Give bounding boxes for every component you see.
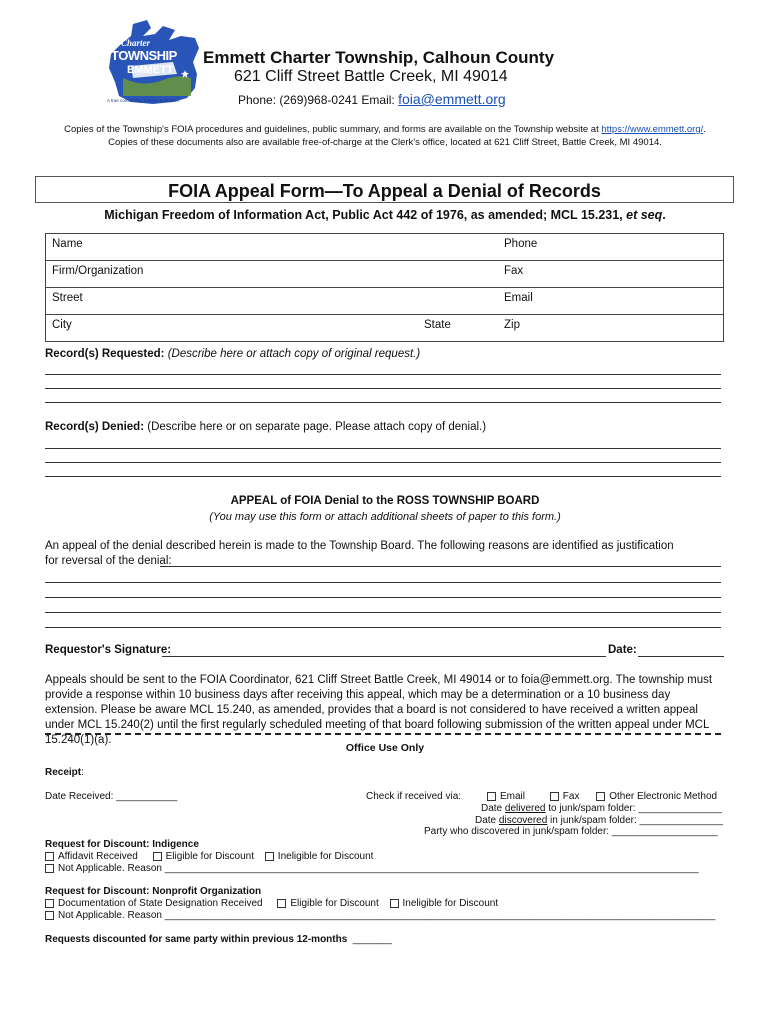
form-subtitle	[40, 208, 730, 222]
reason-line-3[interactable]	[45, 612, 721, 613]
discovered-post: in junk/spam folder: _______________	[547, 815, 723, 826]
reason-line-1[interactable]	[45, 582, 721, 583]
discovered-pre: Date	[475, 815, 499, 826]
na-label-2: Not Applicable. Reason ___________________________________________________________________________________________________	[58, 910, 716, 921]
documentation-checkbox[interactable]	[45, 899, 54, 908]
denied-hint: (Describe here or on separate page. Please attach copy of denial.)	[144, 421, 487, 433]
discounted-blank[interactable]: _______	[352, 934, 392, 945]
receipt-text: Receipt	[45, 767, 82, 778]
zip-field[interactable]: Zip	[498, 315, 724, 342]
email-link[interactable]: foia@emmett.org	[398, 91, 506, 107]
affidavit-checkbox[interactable]	[45, 852, 54, 861]
requested-line-2[interactable]	[45, 388, 721, 389]
indigence-title: Request for Discount: Indigence	[45, 839, 199, 850]
logo-text-top: Charter	[121, 38, 151, 48]
np-eligible-label: Eligible for Discount	[290, 898, 379, 909]
township-logo	[103, 18, 201, 110]
date-delivered-line	[481, 803, 722, 814]
via-other: Other Electronic Method	[609, 791, 718, 802]
delivered-post: to junk/spam folder: _______________	[545, 803, 722, 814]
copies-line2: . Copies of these documents also are available free-of-charge at the Clerk's office, located at 621 Cliff Street, Battle Creek, MI 49014.	[108, 124, 706, 148]
receipt-colon: :	[81, 767, 84, 778]
np-eligible-checkbox[interactable]	[277, 899, 286, 908]
denied-line-3[interactable]	[45, 476, 721, 477]
requestor-info-table	[45, 233, 724, 342]
row-firm	[46, 261, 724, 288]
date-label: Date:	[608, 644, 637, 656]
reason-line-4[interactable]	[45, 627, 721, 628]
subtitle-italic: et seq	[626, 208, 663, 222]
row-name	[46, 234, 724, 261]
requested-hint: (Describe here or attach copy of original request.)	[164, 348, 421, 360]
subtitle-main: Michigan Freedom of Information Act, Public Act 442 of 1976, as amended; MCL 15.231,	[104, 208, 627, 222]
fax-field[interactable]: Fax	[498, 261, 724, 288]
delivered-word: delivered	[504, 803, 546, 814]
email-field[interactable]: Email	[498, 288, 724, 315]
logo-text-bottom: EMMETT	[127, 64, 174, 76]
not-applicable-2	[45, 910, 715, 921]
city-field[interactable]: City	[46, 315, 419, 342]
na-label-1: Not Applicable. Reason ________________________________________________________________________________________________	[58, 863, 699, 874]
check-via-label: Check if received via:	[366, 791, 462, 802]
eligible-checkbox[interactable]	[153, 852, 162, 861]
date-received: Date Received: ___________	[45, 791, 178, 802]
row-street	[46, 288, 724, 315]
appeal-subheading: (You may use this form or attach additional sheets of paper to this form.)	[209, 511, 561, 523]
firm-field[interactable]: Firm/Organization	[46, 261, 499, 288]
discovered-word: discovered	[498, 815, 548, 826]
appeals-note: Appeals should be sent to the FOIA Coordinator, 621 Cliff Street Battle Creek, MI 49014 or to foia@emmett.org. The township must provide a response within 10 business days after receiving this appeal, which may be a determination or a 10 business day extension. Please be aware MCL 15.240, as amended, provides that a board is not considered to have received a written appeal under MCL 15.240(2) until the first regularly scheduled meeting of that board following submission of the written appeal under MCL 15.240(1)(a).	[45, 674, 713, 746]
np-ineligible-checkbox[interactable]	[390, 899, 399, 908]
fax-checkbox[interactable]	[550, 792, 559, 801]
discounted-label: Requests discounted for same party within previous 12-months	[45, 934, 348, 945]
requested-line-3[interactable]	[45, 402, 721, 403]
requested-line-1[interactable]	[45, 374, 721, 375]
subtitle-end: .	[662, 208, 666, 222]
logo-tagline: A true community, not just a location	[107, 98, 179, 103]
ineligible-label: Ineligible for Discount	[277, 851, 374, 862]
street-field[interactable]: Street	[46, 288, 499, 315]
other-checkbox[interactable]	[596, 792, 605, 801]
appeal-text-1: An appeal of the denial described herein is made to the Township Board. The following reasons are identified as justification	[45, 540, 674, 552]
delivered-pre: Date	[481, 803, 505, 814]
form-title: FOIA Appeal Form—To Appeal a Denial of Records	[35, 176, 734, 203]
eligible-label: Eligible for Discount	[165, 851, 255, 862]
not-applicable-1	[45, 863, 699, 874]
date-line[interactable]	[638, 656, 724, 657]
signature-line[interactable]	[162, 656, 606, 657]
name-field[interactable]: Name	[52, 238, 83, 250]
discounted-line	[45, 934, 392, 945]
email-checkbox[interactable]	[487, 792, 496, 801]
nonprofit-title: Request for Discount: Nonprofit Organization	[45, 886, 262, 897]
copies-line1: Copies of the Township's FOIA procedures and guidelines, public summary, and forms are available on the Township website at	[64, 124, 599, 135]
signature-label: Requestor's Signature:	[45, 644, 172, 656]
na-checkbox-2[interactable]	[45, 911, 54, 920]
records-denied-label	[45, 421, 486, 433]
copies-notice	[48, 124, 722, 149]
logo-text-mid: TOWNSHIP	[111, 48, 177, 63]
indigence-options	[45, 851, 373, 862]
appeal-heading: APPEAL of FOIA Denial to the ROSS TOWNSHIP BOARD	[230, 495, 540, 507]
via-fax: Fax	[562, 791, 580, 802]
party-discovered: Party who discovered in junk/spam folder: ___________________	[424, 826, 718, 837]
township-address: 621 Cliff Street Battle Creek, MI 49014	[234, 68, 508, 85]
website-link[interactable]: https://www.emmett.org/	[601, 124, 704, 135]
row-city	[46, 315, 724, 342]
via-options	[487, 791, 717, 802]
nonprofit-options	[45, 898, 498, 909]
date-discovered-line	[475, 815, 723, 826]
township-title: Emmett Charter Township, Calhoun County	[203, 48, 555, 67]
divider-dashed	[45, 733, 721, 735]
phone-field[interactable]: Phone	[504, 238, 538, 250]
np-ineligible-label: Ineligible for Discount	[402, 898, 499, 909]
denied-line-2[interactable]	[45, 462, 721, 463]
receipt-label	[45, 767, 84, 778]
ineligible-checkbox[interactable]	[265, 852, 274, 861]
township-contact	[238, 91, 506, 107]
reason-line-2[interactable]	[45, 597, 721, 598]
denied-line-1[interactable]	[45, 448, 721, 449]
denied-label: Record(s) Denied:	[45, 421, 145, 433]
documentation-label: Documentation of State Designation Received	[58, 898, 263, 909]
state-field[interactable]: State	[418, 315, 498, 342]
reason-line-0[interactable]	[160, 566, 721, 567]
records-requested-label	[45, 348, 420, 360]
phone-text: Phone: (269)968-0241 Email:	[238, 93, 399, 107]
na-checkbox-1[interactable]	[45, 864, 54, 873]
affidavit-label: Affidavit Received	[58, 851, 138, 862]
via-email: Email	[500, 791, 526, 802]
office-use-title: Office Use Only	[345, 742, 425, 754]
appeal-text-2: for reversal of the denial:	[45, 555, 172, 567]
requested-label: Record(s) Requested:	[45, 348, 165, 360]
